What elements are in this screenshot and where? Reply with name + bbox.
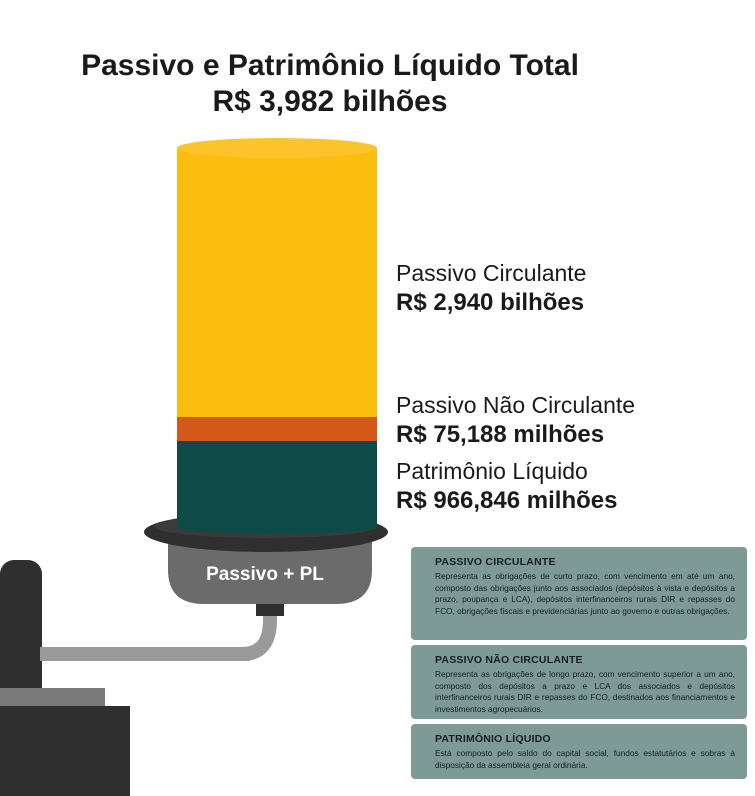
segment-patrimonio-liquido-bottom bbox=[177, 522, 377, 534]
segment-name: Patrimônio Líquido bbox=[396, 458, 588, 484]
segment-patrimonio-liquido bbox=[177, 441, 377, 528]
label-passivo-nao-circulante bbox=[396, 390, 635, 450]
definition-heading: PATRIMÔNIO LÍQUIDO bbox=[435, 733, 551, 745]
pipe-curve bbox=[242, 612, 270, 654]
definition-text: Representa as obrigações de curto prazo, com vencimento em até um ano, composto das obrigações junto aos associados (depósitos à vista e depósitos a prazo, poupança e LCA), depósitos interfinanceiros rurais DIR e repasses do FCO, obrigações fiscais e previdenciárias junto ao governo e outras obrigações. bbox=[435, 571, 735, 616]
machine-body bbox=[0, 560, 42, 710]
definition-text: Está composto pelo saldo do capital social, fundos estatutários e sobras à disposição da assembleia geral ordinária. bbox=[435, 748, 735, 770]
segment-value: R$ 75,188 milhões bbox=[396, 421, 605, 448]
definitions-panel bbox=[411, 547, 747, 779]
total-value: R$ 3,982 bilhões bbox=[212, 85, 448, 118]
label-passivo-circulante bbox=[396, 258, 586, 318]
pipe-horizontal bbox=[40, 647, 250, 661]
machine-base bbox=[0, 706, 130, 796]
definition-box-patrimonio-liquido bbox=[411, 724, 747, 779]
machine-plate bbox=[0, 688, 105, 706]
segment-passivo-circulante bbox=[177, 148, 377, 417]
segment-name: Passivo Não Circulante bbox=[396, 392, 636, 418]
definition-box-passivo-nao-circulante bbox=[411, 645, 747, 719]
label-patrimonio-liquido bbox=[396, 456, 617, 516]
gauge-label: Passivo + PL bbox=[206, 564, 324, 585]
title-text: Passivo e Patrimônio Líquido Total bbox=[81, 49, 579, 82]
segment-name: Passivo Circulante bbox=[396, 260, 587, 286]
definition-text: Representa as obrigações de longo prazo, com vencimento superior a um ano, composto dos depósitos a prazo e LCA dos associados e depósitos interfinanceiros rurais DIR e repasses do FCO, destinados aos financiamentos e investimentos agropecuários. bbox=[435, 669, 735, 714]
definition-heading: PASSIVO CIRCULANTE bbox=[435, 556, 556, 568]
segment-value: R$ 966,846 milhões bbox=[396, 487, 618, 514]
segment-passivo-nao-circulante bbox=[177, 417, 377, 441]
definition-heading: PASSIVO NÃO CIRCULANTE bbox=[435, 654, 583, 666]
definition-box-passivo-circulante bbox=[411, 547, 747, 640]
cylinder-top bbox=[177, 138, 377, 158]
segment-value: R$ 2,940 bilhões bbox=[396, 289, 585, 316]
